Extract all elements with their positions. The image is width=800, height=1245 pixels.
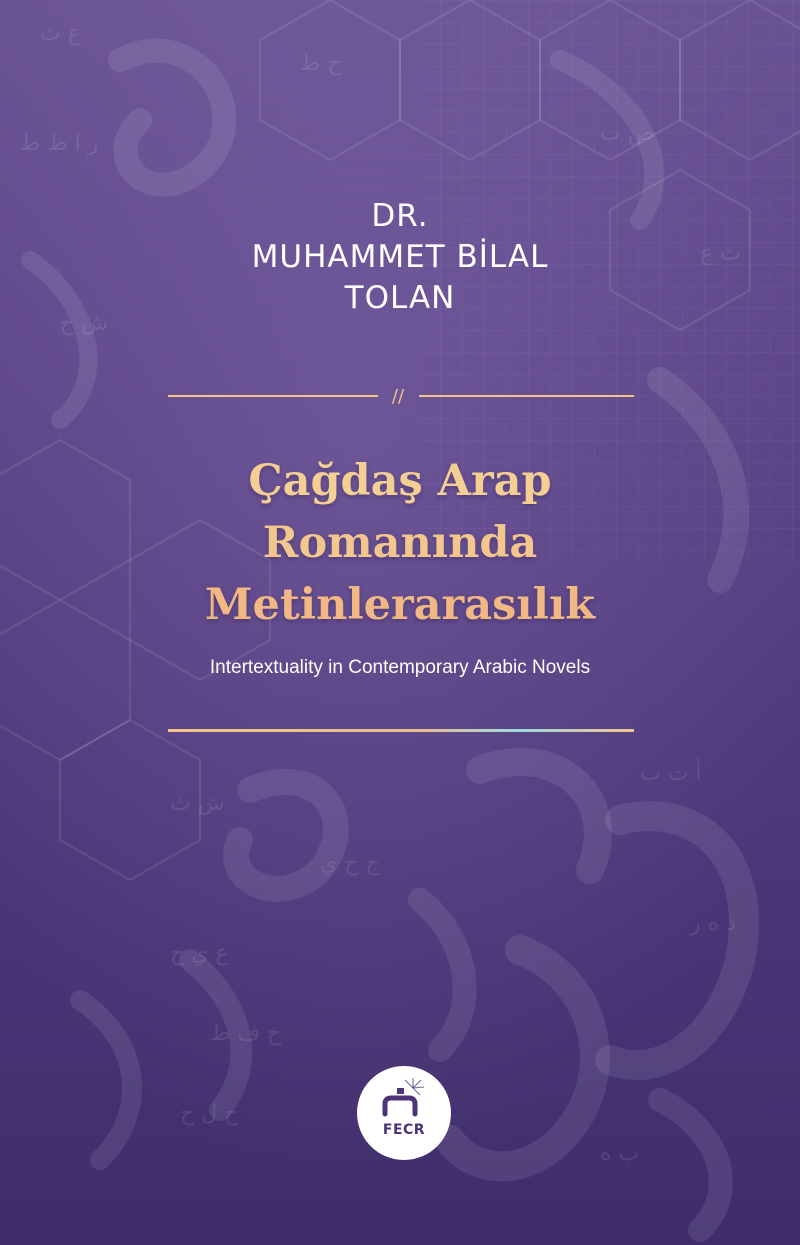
svg-text:ع ي ح: ع ي ح <box>170 941 229 966</box>
book-title <box>0 450 800 636</box>
divider-mark: // <box>391 386 405 407</box>
author-first-name: MUHAMMET BİLAL <box>251 239 549 275</box>
svg-text:ص ب: ص ب <box>600 121 655 146</box>
svg-text:ر ا ظ ط: ر ا ظ ط <box>20 131 99 156</box>
svg-text:ع ث: ع ث <box>40 21 81 46</box>
title-line-1: Çağdaş Arap <box>248 456 552 506</box>
svg-text:ث ع: ث ع <box>700 241 741 266</box>
publisher-emblem-icon <box>357 1066 451 1160</box>
svg-text:ذ ه ر: ذ ه ر <box>690 911 736 936</box>
author-title: DR. <box>371 198 429 234</box>
publisher-name: FECR <box>382 1122 426 1138</box>
top-divider <box>168 384 634 408</box>
publisher-letter: ق <box>403 1116 405 1117</box>
author-last-name: TOLAN <box>344 280 456 316</box>
title-line-2: Romanında <box>262 518 538 568</box>
author-name <box>0 196 800 319</box>
svg-text:أ ت ب: أ ت ب <box>640 761 702 786</box>
svg-text:ح ل ح: ح ل ح <box>180 1101 239 1126</box>
svg-text:خ ف ط: خ ف ط <box>210 1021 282 1046</box>
bottom-divider <box>168 729 634 732</box>
title-line-3: Metinlerarasılık <box>204 580 596 630</box>
publisher-logo <box>357 1066 451 1160</box>
book-subtitle: Intertextuality in Contemporary Arabic Novels <box>209 657 591 678</box>
svg-text:ب ه: ب ه <box>600 1141 640 1166</box>
svg-text:ش ث: ش ث <box>170 791 225 816</box>
svg-text:ج ح ي: ج ح ي <box>320 851 380 876</box>
svg-text:ح ط: ح ط <box>300 51 342 76</box>
svg-text:ش ح: ش ح <box>60 311 109 336</box>
